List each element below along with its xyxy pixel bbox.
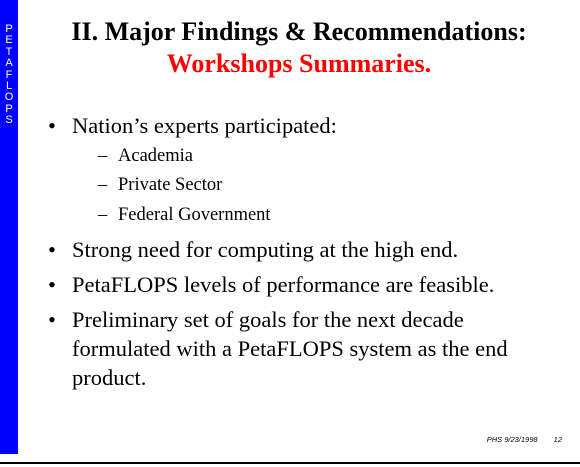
bottom-divider bbox=[0, 462, 580, 464]
sub-item bbox=[98, 142, 568, 171]
bullet-text: Preliminary set of goals for the next decade formulated with a PetaFLOPS system as the end product. bbox=[72, 306, 508, 390]
bullet-list bbox=[48, 111, 568, 392]
sub-text: Private Sector bbox=[118, 175, 223, 196]
sidebar-letter: L bbox=[5, 80, 13, 93]
sub-text: Federal Government bbox=[118, 204, 271, 225]
sub-dash: – bbox=[98, 175, 108, 196]
bullet-text: Nation’s experts participated: bbox=[72, 113, 337, 138]
bullet-item bbox=[48, 305, 568, 392]
bullet-dot: • bbox=[48, 236, 56, 262]
bullet-dot: • bbox=[48, 271, 56, 297]
bullet-text: Strong need for computing at the high end. bbox=[72, 236, 459, 262]
sidebar-letter: E bbox=[5, 34, 13, 47]
sidebar-letter: P bbox=[5, 102, 13, 115]
sidebar-letter: F bbox=[5, 68, 13, 81]
bullet-dot: • bbox=[48, 306, 56, 332]
slide-title-main: II. Major Findings & Recommendations: bbox=[71, 17, 527, 46]
bullet-dot: • bbox=[48, 113, 56, 138]
footer-author-date: PHS 9/23/1998 bbox=[486, 435, 538, 444]
sidebar-letter: T bbox=[5, 45, 13, 58]
sub-text: Academia bbox=[118, 146, 193, 166]
sidebar-letter: P bbox=[5, 23, 13, 35]
bullet-item bbox=[48, 270, 568, 299]
sub-item bbox=[98, 171, 568, 200]
slide-title bbox=[18, 16, 580, 80]
sidebar-letter: A bbox=[5, 57, 13, 70]
slide-subtitle: Workshops Summaries. bbox=[166, 49, 432, 78]
sub-dash: – bbox=[98, 146, 108, 166]
sidebar-letter: S bbox=[5, 114, 13, 127]
bullet-text: PetaFLOPS levels of performance are feasible. bbox=[72, 271, 495, 297]
bullet-item bbox=[48, 235, 568, 264]
sidebar-band bbox=[0, 0, 18, 454]
sub-dash: – bbox=[98, 204, 108, 225]
sidebar-vertical-text bbox=[0, 24, 18, 127]
sub-item bbox=[98, 201, 568, 230]
sub-list bbox=[98, 142, 568, 230]
footer-page-number: 12 bbox=[553, 435, 562, 444]
bullet-item bbox=[48, 111, 568, 140]
sidebar-letter: O bbox=[4, 91, 14, 104]
slide-footer bbox=[487, 435, 562, 444]
